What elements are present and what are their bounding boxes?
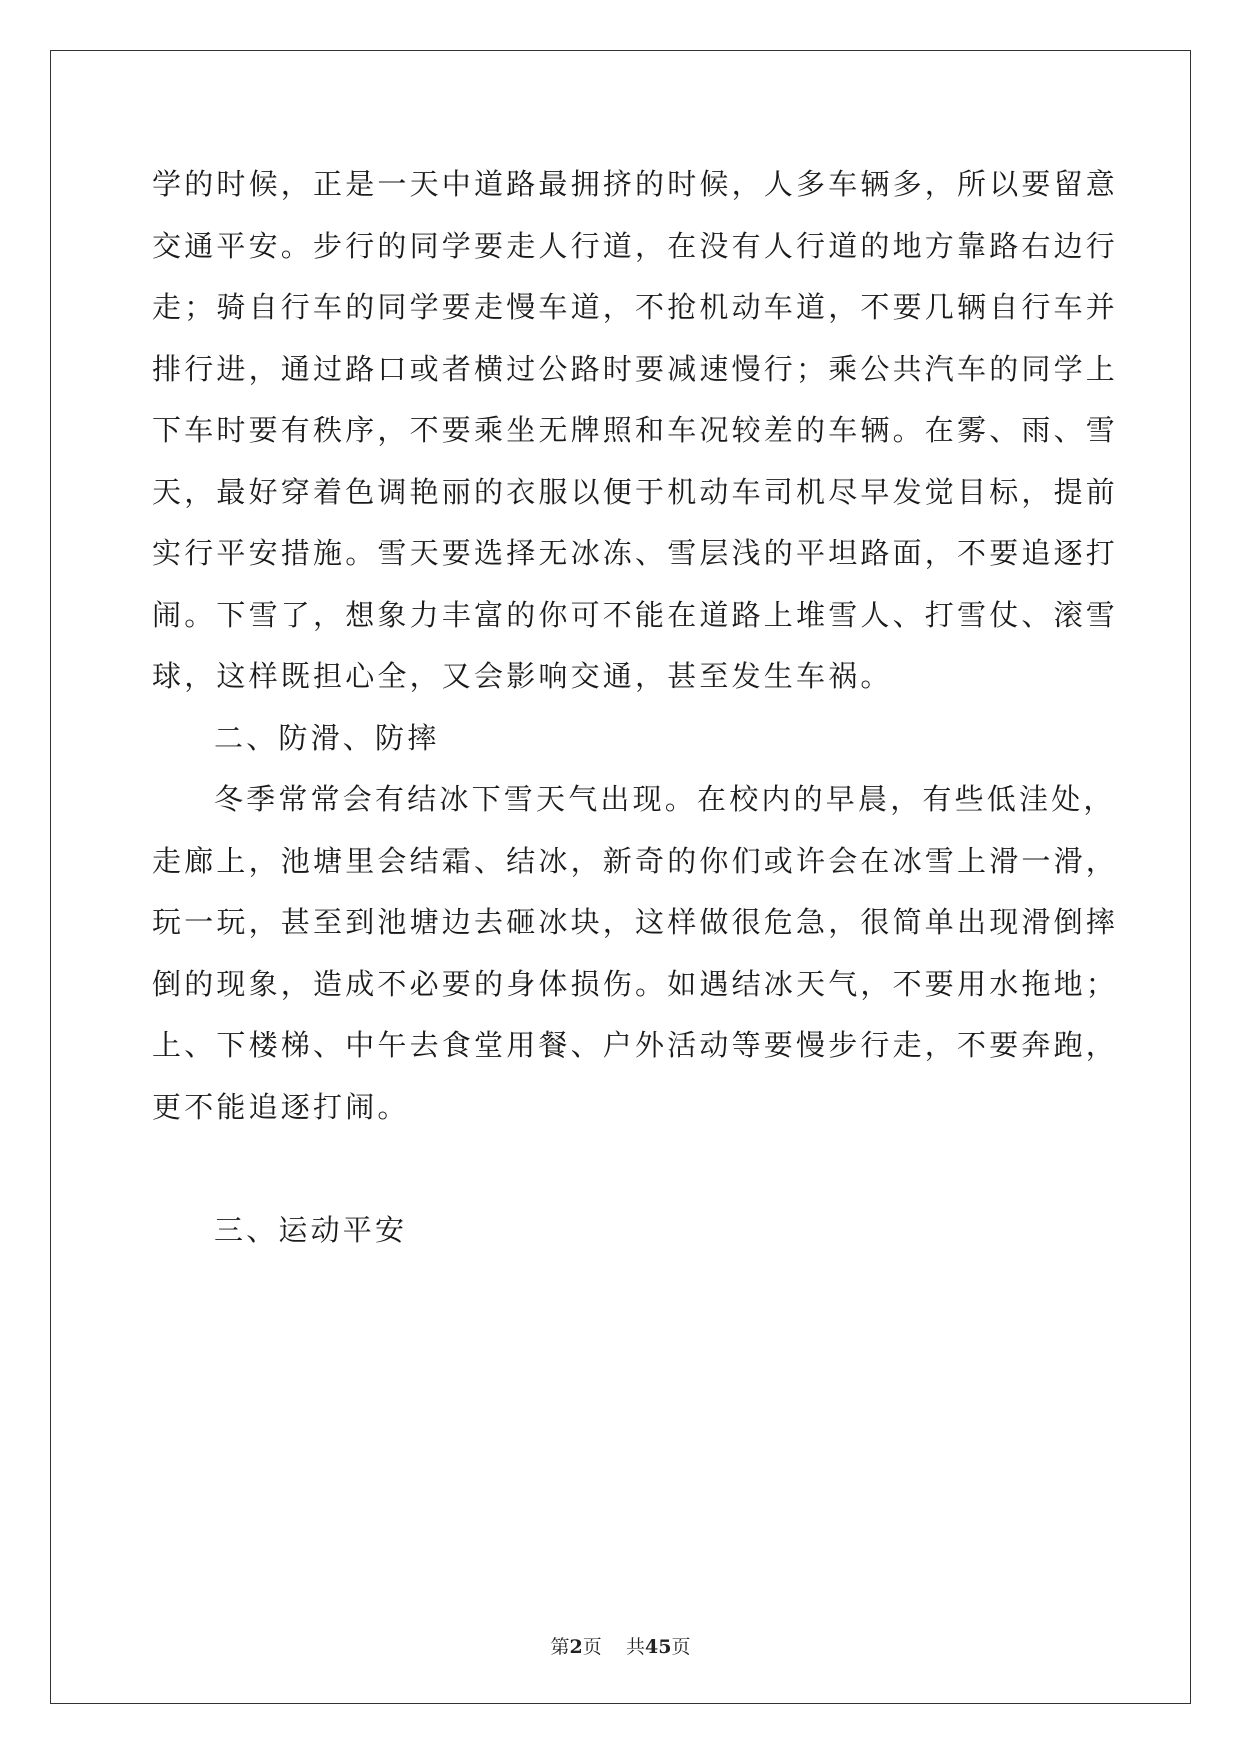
text-line: 倒的现象，造成不必要的身体损伤。如遇结冰天气，不要用水拖地； xyxy=(152,966,1119,1001)
page-footer xyxy=(0,1632,1241,1659)
text-line: 走廊上，池塘里会结霜、结冰，新奇的你们或许会在冰雪上滑一滑， xyxy=(152,843,1119,878)
footer-prefix: 第 xyxy=(550,1636,570,1658)
footer-page-suffix: 页 xyxy=(582,1636,602,1658)
text-line: 学的时候，正是一天中道路最拥挤的时候，人多车辆多，所以要留意 xyxy=(152,167,1119,201)
text-line: 三、运动平安 xyxy=(214,1212,408,1247)
text-line: 走；骑自行车的同学要走慢车道，不抢机动车道，不要几辆自行车并 xyxy=(152,290,1119,324)
text-line: 实行平安措施。雪天要选择无冰冻、雪层浅的平坦路面，不要追逐打 xyxy=(152,536,1119,570)
text-line xyxy=(152,1138,1092,1200)
text-line: 玩一玩，甚至到池塘边去砸冰块，这样做很危急，很简单出现滑倒摔 xyxy=(152,905,1119,939)
text-line: 排行进，通过路口或者横过公路时要减速慢行；乘公共汽车的同学上 xyxy=(152,351,1119,386)
text-line: 闹。下雪了，想象力丰富的你可不能在道路上堆雪人、打雪仗、滚雪 xyxy=(152,597,1119,632)
text-line: 交通平安。步行的同学要走人行道，在没有人行道的地方靠路右边行 xyxy=(152,228,1119,263)
text-line: 冬季常常会有结冰下雪天气出现。在校内的早晨，有些低洼处， xyxy=(214,782,1116,816)
text-line: 球，这样既担心全，又会影响交通，甚至发生车祸。 xyxy=(152,659,893,693)
text-line: 二、防滑、防摔 xyxy=(214,720,440,755)
footer-total-prefix: 共 xyxy=(625,1636,645,1658)
text-line: 上、下楼梯、中午去食堂用餐、户外活动等要慢步行走，不要奔跑， xyxy=(152,1028,1119,1062)
footer-page-number: 2 xyxy=(569,1636,583,1658)
footer-total-pages: 45 xyxy=(644,1636,672,1658)
text-line: 天，最好穿着色调艳丽的衣服以便于机动车司机尽早发觉目标，提前 xyxy=(152,474,1119,509)
text-line: 更不能追逐打闹。 xyxy=(152,1089,410,1124)
text-line: 下车时要有秩序，不要乘坐无牌照和车况较差的车辆。在雾、雨、雪 xyxy=(152,413,1119,447)
footer-total-suffix: 页 xyxy=(671,1636,691,1658)
document-body xyxy=(152,154,1119,1261)
